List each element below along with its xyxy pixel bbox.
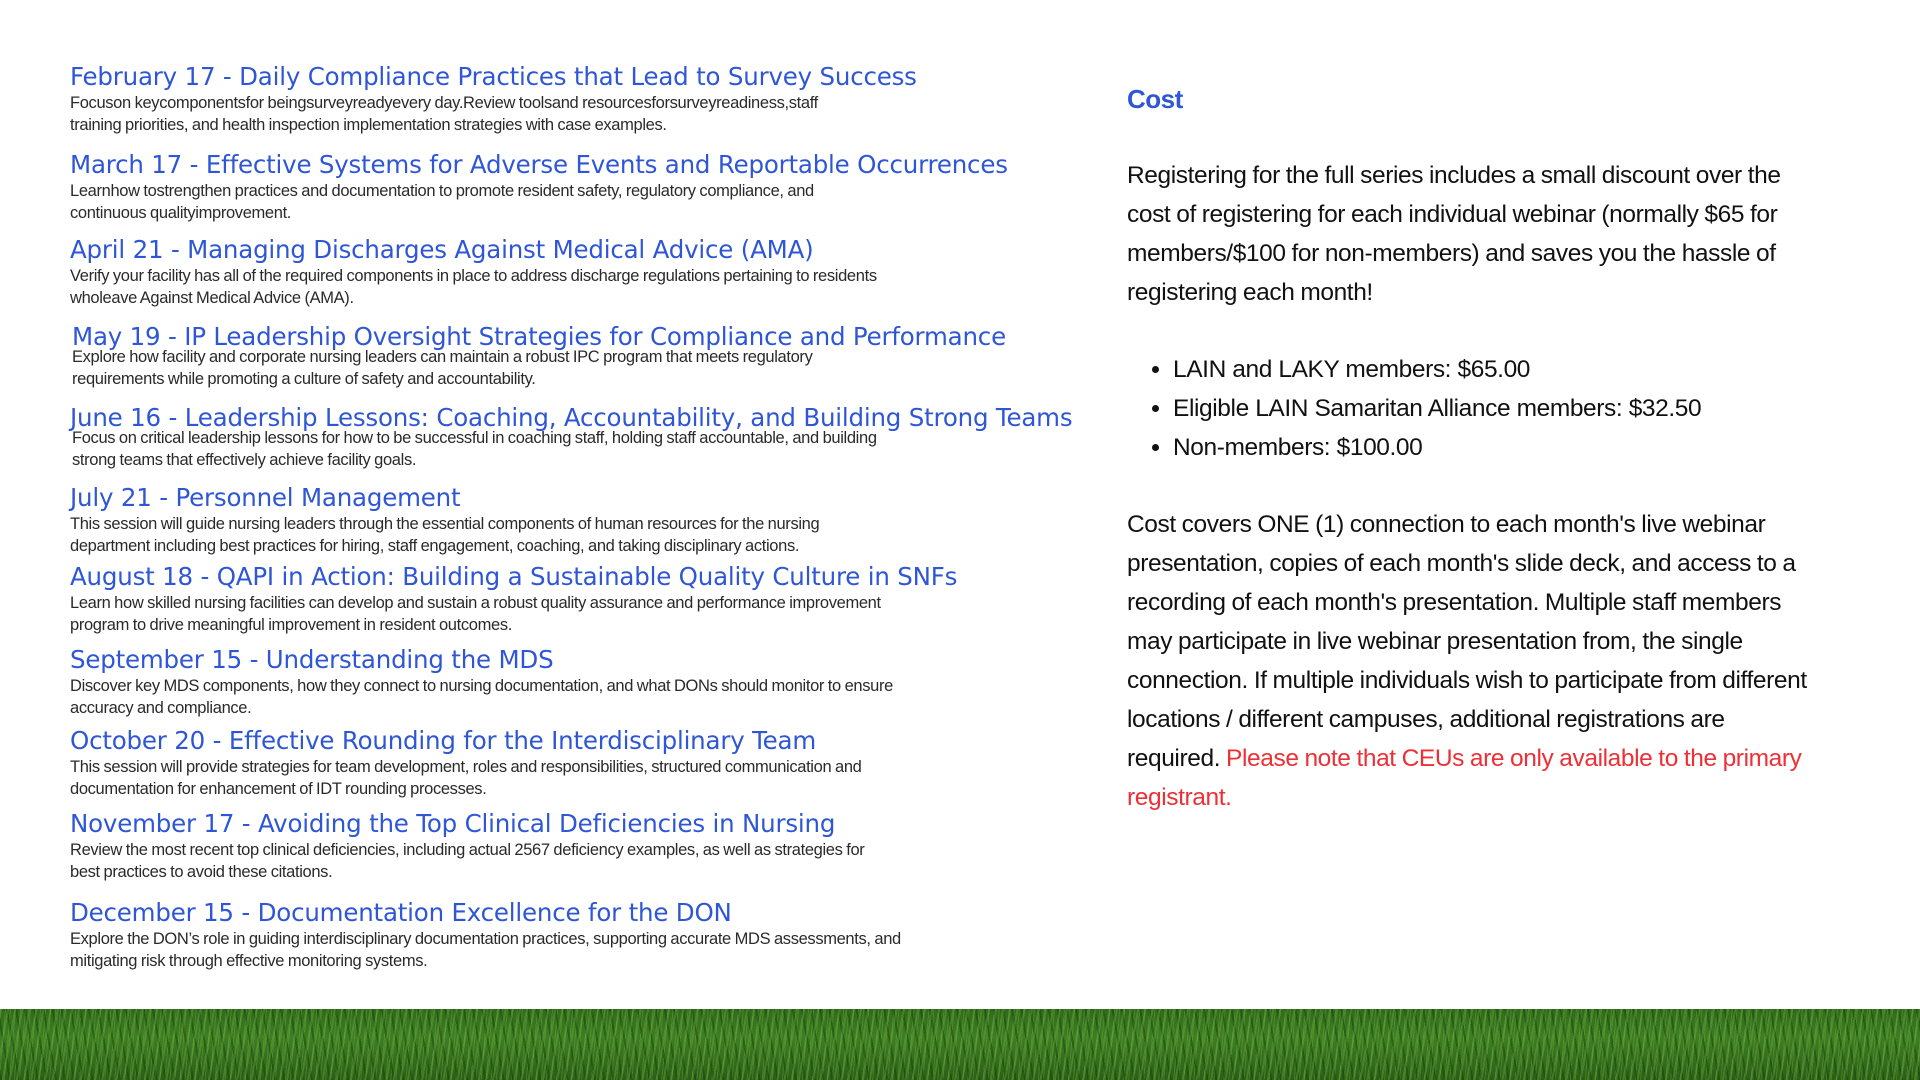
session-description-line: Focuson keycomponentsfor beingsurveyreadyevery day.Review toolsand resourcesforsurveyreadiness,staff — [70, 94, 818, 112]
session-description-line: This session will guide nursing leaders through the essential components of human resources for the nursing — [70, 515, 820, 533]
session-item — [70, 403, 1110, 471]
price-item: • Eligible LAIN Samaritan Alliance members: $32.50 — [1173, 389, 1807, 428]
price-list — [1127, 350, 1807, 467]
session-item — [70, 235, 1110, 309]
session-description-line: strong teams that effectively achieve facility goals. — [72, 451, 417, 469]
session-description-line: Learnhow tostrengthen practices and documentation to promote resident safety, regulatory compliance, and — [70, 182, 814, 200]
session-description-line: wholeave Against Medical Advice (AMA). — [70, 289, 354, 307]
session-title: November 17 - Avoiding the Top Clinical Deficiencies in Nursing — [70, 809, 836, 838]
session-description-line: department including best practices for hiring, staff engagement, coaching, and taking disciplinary actions. — [70, 537, 800, 555]
session-title: May 19 - IP Leadership Oversight Strategies for Compliance and Performance — [72, 322, 1006, 351]
cost-intro-paragraph: Registering for the full series includes a small discount over the cost of registering for each individual webinar (normally $65 for members/$100 for non-members) and saves you the hassle of registering each month! — [1127, 162, 1781, 306]
session-description-line: Discover key MDS components, how they connect to nursing documentation, and what DONs should monitor to ensure — [70, 677, 893, 695]
session-description-line: training priorities, and health inspection implementation strategies with case examples. — [70, 116, 667, 134]
session-item — [70, 809, 1110, 883]
session-description-line: requirements while promoting a culture of safety and accountability. — [72, 370, 536, 388]
price-item: • LAIN and LAKY members: $65.00 — [1173, 350, 1807, 389]
session-title: August 18 - QAPI in Action: Building a Sustainable Quality Culture in SNFs — [70, 562, 958, 591]
session-item — [70, 726, 1110, 800]
session-item — [70, 483, 1110, 557]
coverage-text: Cost covers ONE (1) connection to each month's live webinar presentation, copies of each month's slide deck, and access to a recording of each month's presentation. Multiple staff members may participate in live webinar presentation from, the single connection. If multiple individuals wish to participate from different locations / different campuses, additional registrations are required. — [1127, 511, 1807, 772]
session-item — [70, 62, 1110, 136]
session-description-line: program to drive meaningful improvement in resident outcomes. — [70, 616, 512, 634]
session-description-line: Focus on critical leadership lessons for how to be successful in coaching staff, holding staff accountable, and building — [72, 429, 877, 447]
session-item — [70, 898, 1110, 972]
cost-section — [1127, 80, 1807, 817]
session-item — [70, 645, 1110, 719]
session-item — [70, 562, 1110, 636]
coverage-paragraph — [1127, 505, 1807, 817]
session-description-line: continuous qualityimprovement. — [70, 204, 292, 222]
session-description-line: best practices to avoid these citations. — [70, 863, 333, 881]
session-title: June 16 - Leadership Lessons: Coaching, Accountability, and Building Strong Teams — [70, 403, 1073, 432]
session-description-line: Verify your facility has all of the required components in place to address discharge regulations pertaining to residents — [70, 267, 877, 285]
session-description-line: Learn how skilled nursing facilities can develop and sustain a robust quality assurance and performance improvement — [70, 594, 881, 612]
session-title: March 17 - Effective Systems for Adverse Events and Reportable Occurrences — [70, 150, 1008, 179]
session-description-line: Review the most recent top clinical deficiencies, including actual 2567 deficiency examples, as well as strategies for — [70, 841, 865, 859]
session-item — [72, 322, 1112, 390]
grass-banner-image — [0, 1009, 1920, 1080]
session-title: April 21 - Managing Discharges Against Medical Advice (AMA) — [70, 235, 814, 264]
cost-heading: Cost — [1127, 84, 1183, 114]
session-description-line: mitigating risk through effective monitoring systems. — [70, 952, 428, 970]
price-item: • Non-members: $100.00 — [1173, 428, 1807, 467]
session-description-line: This session will provide strategies for team development, roles and responsibilities, structured communication and — [70, 758, 862, 776]
session-description-line: Explore the DON’s role in guiding interdisciplinary documentation practices, supporting accurate MDS assessments, and — [70, 930, 901, 948]
session-description-line: accuracy and compliance. — [70, 699, 252, 717]
session-description-line: Explore how facility and corporate nursing leaders can maintain a robust IPC program that meets regulatory — [72, 348, 813, 366]
session-item — [70, 150, 1110, 224]
session-title: October 20 - Effective Rounding for the Interdisciplinary Team — [70, 726, 817, 755]
session-description-line: documentation for enhancement of IDT rounding processes. — [70, 780, 487, 798]
ceu-note: Please note that CEUs are only available to the primary registrant. — [1127, 745, 1802, 811]
session-title: December 15 - Documentation Excellence for the DON — [70, 898, 732, 927]
session-title: September 15 - Understanding the MDS — [70, 645, 554, 674]
session-title: July 21 - Personnel Management — [70, 483, 461, 512]
session-title: February 17 - Daily Compliance Practices that Lead to Survey Success — [70, 62, 917, 91]
